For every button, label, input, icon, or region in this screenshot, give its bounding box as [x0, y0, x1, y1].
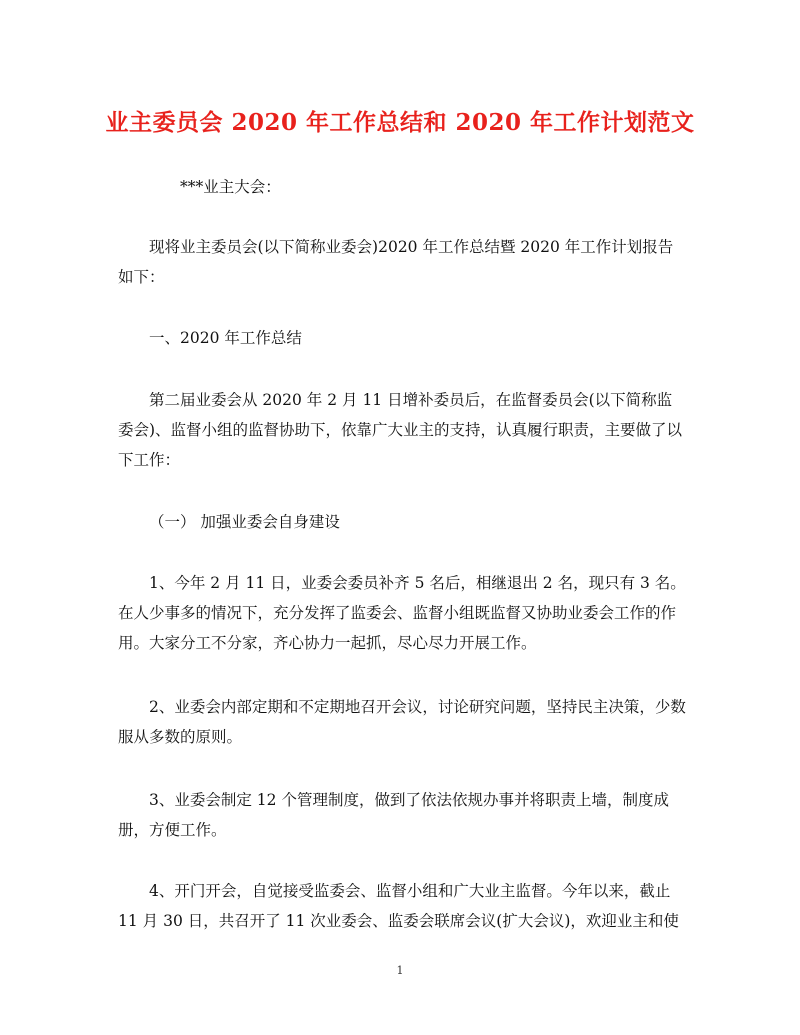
document-title: 业主委员会 2020 年工作总结和 2020 年工作计划范文 [105, 109, 695, 136]
section-heading-summary: 一、2020 年工作总结 [149, 329, 302, 347]
list-item-2: 2、业委会内部定期和不定期地召开会议，讨论研究问题，坚持民主决策，少数服从多数的原则。 [118, 698, 686, 746]
list-item-3: 3、业委会制定 12 个管理制度，做到了依法依规办事并将职责上墙，制度成册，方便工作。 [118, 791, 669, 839]
list-item-4: 4、开门开会，自觉接受监委会、监督小组和广大业主监督。今年以来，截止 11 月 30 日，共召开了 11 次业委会、监委会联席会议(扩大会议)，欢迎业主和使 [118, 882, 679, 930]
paragraph-intro: 现将业主委员会(以下简称业委会)2020 年工作总结暨 2020 年工作计划报告如下： [118, 238, 674, 286]
paragraph-overview: 第二届业委会从 2020 年 2 月 11 日增补委员后，在监督委员会(以下简称监委会)、监督小组的监督协助下，依靠广大业主的支持，认真履行职责，主要做了以下工作： [118, 391, 683, 469]
subsection-heading-self-building: （一） 加强业委会自身建设 [149, 513, 340, 531]
list-item-1: 1、今年 2 月 11 日，业委会委员补齐 5 名后，相继退出 2 名，现只有 3 名。在人少事多的情况下，充分发挥了监委会、监督小组既监督又协助业委会工作的作用。大家分工不分家，齐心协力一起抓，尽心尽力开展工作。 [118, 574, 686, 652]
salutation: ***业主大会： [180, 178, 281, 196]
page-number: 1 [396, 964, 404, 977]
